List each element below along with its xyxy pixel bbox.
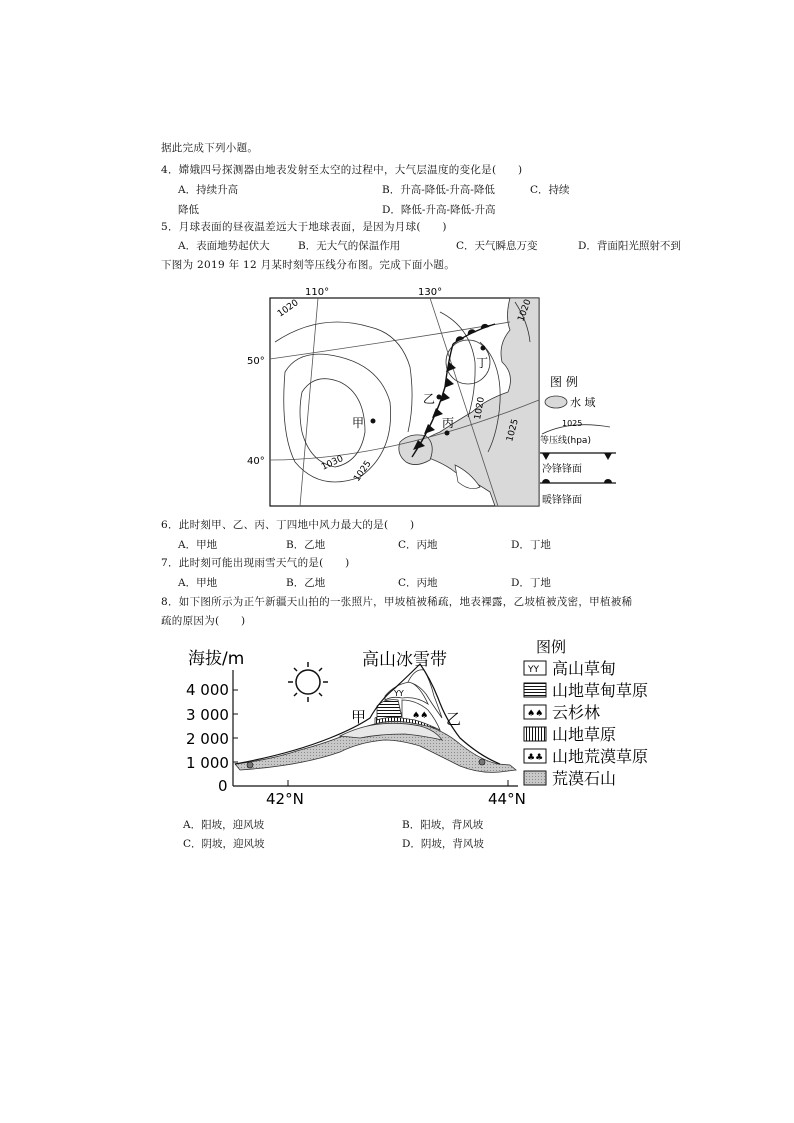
legend-warm-front-semicircle bbox=[542, 479, 550, 483]
place-yi-label: 乙 bbox=[423, 392, 436, 406]
profile-legend-title: 图例 bbox=[536, 638, 567, 656]
legend-cold-front-label: 冷锋锋面 bbox=[542, 464, 582, 475]
y-tick-2000: 2 000 bbox=[186, 730, 229, 748]
legend-spruce-icon: ♠♠ bbox=[527, 709, 544, 719]
q5-option-c: C．天气瞬息万变 bbox=[456, 240, 538, 252]
legend-label-desert-steppe: 山地荒漠草原 bbox=[552, 747, 649, 766]
mountain-profile-figure bbox=[180, 634, 680, 814]
map-intro: 下图为 2019 年 12 月某时刻等压线分布图。完成下面小题。 bbox=[161, 259, 456, 271]
q7-option-b: B．乙地 bbox=[286, 577, 326, 589]
q7-option-c: C．丙地 bbox=[398, 577, 438, 589]
legend-water-swatch bbox=[545, 396, 567, 408]
legend-cold-front-triangle bbox=[604, 453, 612, 460]
q4-option-c: C．持续 bbox=[530, 184, 570, 196]
bay-area bbox=[399, 435, 432, 465]
isobar-label-2: 1030 bbox=[320, 453, 346, 473]
lat-label-40: 40° bbox=[247, 456, 265, 467]
lon-label-130: 130° bbox=[418, 287, 443, 298]
x-tick-42n: 42°N bbox=[266, 790, 304, 808]
legend-swatch-mountain-steppe bbox=[524, 727, 546, 741]
legend-label-mountain-steppe: 山地草原 bbox=[552, 725, 617, 744]
y-tick-0: 0 bbox=[218, 777, 228, 795]
place-jia-dot bbox=[371, 419, 376, 424]
base-marker-left bbox=[247, 762, 253, 768]
q4-option-b: B．升高-降低-升高-降低 bbox=[382, 184, 495, 196]
q6-option-a: A．甲地 bbox=[178, 539, 218, 551]
legend-meadow-icon: YY bbox=[528, 665, 539, 675]
isobar-label-5: 1025 bbox=[505, 418, 521, 443]
mountain-profile-svg bbox=[180, 634, 680, 810]
isobar-label-1: 1020 bbox=[275, 298, 301, 320]
place-bing-dot bbox=[445, 431, 450, 436]
top-label: 高山冰雪带 bbox=[362, 650, 447, 670]
q4-option-a: A．持续升高 bbox=[178, 184, 239, 196]
legend-isobar-value: 1025 bbox=[562, 419, 583, 428]
legend-warm-front-label: 暖锋锋面 bbox=[542, 495, 582, 506]
legend-desert-steppe-icon: ♣♣ bbox=[527, 753, 544, 763]
weather-map-figure bbox=[240, 282, 630, 516]
q6-stem: 6．此时刻甲、乙、丙、丁四地中风力最大的是( ) bbox=[161, 519, 415, 531]
q8-option-b: B．阳坡，背风坡 bbox=[402, 819, 484, 831]
q6-option-d: D．丁地 bbox=[511, 539, 551, 551]
place-ding-dot bbox=[481, 346, 486, 351]
q4-option-c-cont: 降低 bbox=[178, 204, 199, 216]
y-tick-4000: 4 000 bbox=[186, 681, 229, 699]
legend-label-desert-rock: 荒漠石山 bbox=[552, 769, 617, 788]
base-marker-right bbox=[479, 759, 485, 765]
place-jia-label: 甲 bbox=[352, 416, 365, 430]
intro-text: 据此完成下列小题。 bbox=[161, 142, 259, 154]
legend-swatch-meadow-steppe bbox=[524, 683, 546, 697]
place-bing-label: 丙 bbox=[442, 416, 455, 430]
y-tick-1000: 1 000 bbox=[186, 754, 229, 772]
legend-cold-front-triangle bbox=[542, 453, 550, 460]
sun-icon bbox=[288, 662, 328, 702]
slope-label-jia: 甲 bbox=[351, 708, 367, 726]
q5-option-a: A．表面地势起伏大 bbox=[178, 240, 270, 252]
q6-option-b: B．乙地 bbox=[286, 539, 326, 551]
legend-label-meadow-steppe: 山地草甸草原 bbox=[552, 681, 649, 700]
q8-option-a: A．阳坡，迎风坡 bbox=[183, 819, 265, 831]
q8-option-d: D．阴坡，背风坡 bbox=[402, 838, 484, 850]
legend-isobar-label: 等压线(hpa) bbox=[540, 436, 591, 446]
isobar-label-6: 1020 bbox=[516, 298, 534, 324]
legend-warm-front-semicircle bbox=[604, 479, 612, 483]
isobar-label-3: 1025 bbox=[352, 459, 374, 484]
spruce-symbol: ♠♠ bbox=[412, 711, 429, 721]
q5-stem: 5．月球表面的昼夜温差远大于地球表面，是因为月球( ) bbox=[161, 221, 447, 233]
lat-label-50: 50° bbox=[247, 356, 265, 367]
legend-swatch-desert-rock bbox=[524, 771, 546, 785]
q7-option-a: A．甲地 bbox=[178, 577, 218, 589]
lon-label-110: 110° bbox=[305, 287, 330, 298]
q5-option-b: B．无大气的保温作用 bbox=[298, 240, 401, 252]
y-tick-3000: 3 000 bbox=[186, 706, 229, 724]
q5-option-d: D．背面阳光照射不到 bbox=[578, 240, 681, 252]
legend-label-alpine-meadow: 高山草甸 bbox=[552, 659, 617, 678]
weather-map-svg bbox=[240, 282, 630, 512]
q8-stem-line1: 8．如下图所示为正午新疆天山拍的一张照片，甲坡植被稀疏，地表裸露，乙坡植被茂密，甲植被稀 bbox=[161, 596, 633, 608]
meadow-symbol: YY bbox=[394, 689, 404, 698]
q8-stem-line2: 疏的原因为( ) bbox=[161, 615, 246, 627]
map-legend-title: 图 例 bbox=[550, 375, 578, 389]
place-yi-dot bbox=[437, 395, 442, 400]
x-tick-44n: 44°N bbox=[488, 790, 526, 808]
legend-label-spruce: 云杉林 bbox=[552, 703, 601, 722]
place-ding-label: 丁 bbox=[476, 356, 489, 370]
q7-option-d: D．丁地 bbox=[511, 577, 551, 589]
y-axis-label: 海拔/m bbox=[188, 649, 245, 669]
q4-option-d: D．降低-升高-降低-升高 bbox=[382, 204, 496, 216]
isobar-label-4: 1020 bbox=[473, 396, 487, 421]
q7-stem: 7．此时刻可能出现雨雪天气的是( ) bbox=[161, 557, 350, 569]
q4-stem: 4．嫦娥四号探测器由地表发射至太空的过程中，大气层温度的变化是( ) bbox=[161, 164, 523, 176]
slope-label-yi: 乙 bbox=[446, 710, 462, 728]
legend-water-label: 水 域 bbox=[570, 396, 596, 409]
q6-option-c: C．丙地 bbox=[398, 539, 438, 551]
q8-option-c: C．阴坡，迎风坡 bbox=[183, 838, 265, 850]
